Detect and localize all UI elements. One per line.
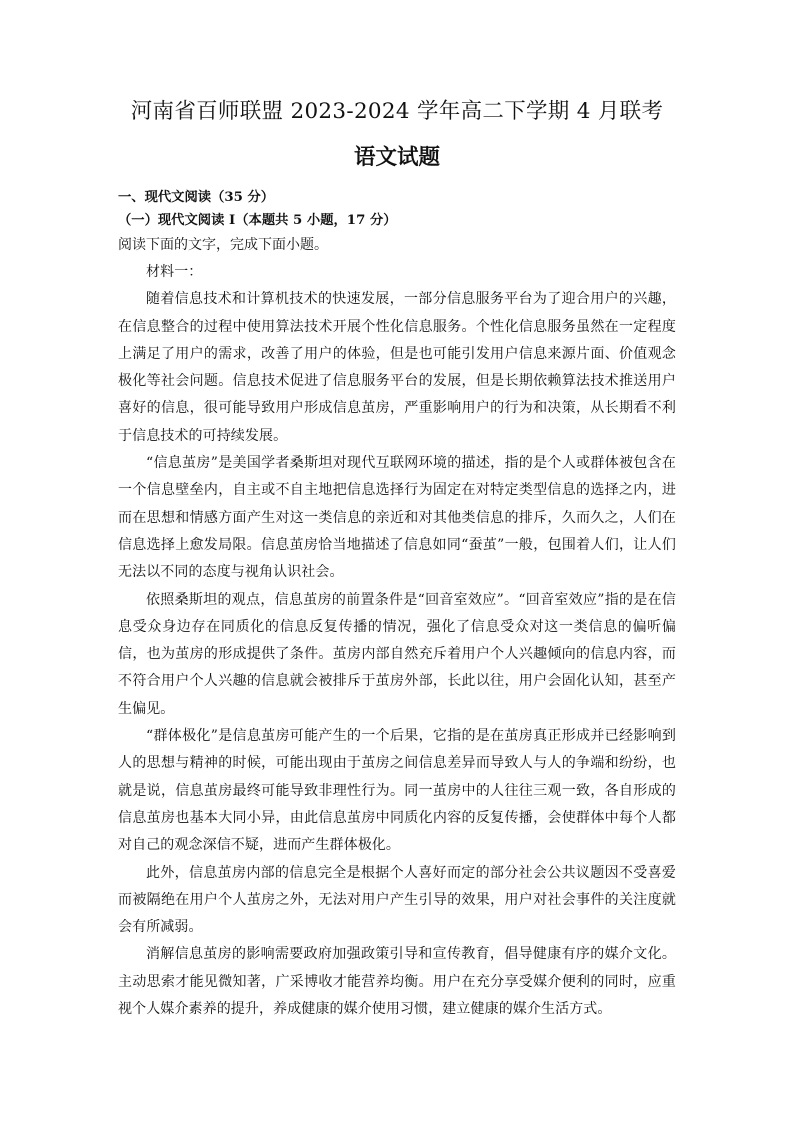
document-title: 河南省百师联盟 2023-2024 学年高二下学期 4 月联考 [130, 99, 664, 124]
material-paragraph: 此外，信息茧房内部的信息完全是根据个人喜好而定的部分社会公共议题因不受喜爱而被隔绝在用户个人茧房之外，无法对用户产生引导的效果，用户对社会事件的关注度就会有所减弱。 [118, 864, 676, 936]
section-heading: 一、现代文阅读（35 分） [118, 190, 275, 205]
material-paragraph: 消解信息茧房的影响需要政府加强政策引导和宣传教育，倡导健康有序的媒介文化。主动思索才能见微知著，广采博收才能营养均衡。用户在充分享受媒介便利的同时，应重视个人媒介素养的提升，养成健康的媒介使用习惯，建立健康的媒介生活方式。 [118, 946, 676, 1018]
material-paragraph: “信息茧房”是美国学者桑斯坦对现代互联网环境的描述，指的是个人或群体被包含在一个信息壁垒内，自主或不自主地把信息选择行为固定在对特定类型信息的选择之内，进而在思想和情感方面产生对这一类信息的亲近和对其他类信息的排斥，久而久之，人们在信息选择上愈发局限。信息茧房恰当地描述了信息如同“蚕茧”一般，包围着人们，让人们无法以不同的态度与视角认识社会。 [118, 455, 676, 581]
material-paragraph: 随着信息技术和计算机技术的快速发展，一部分信息服务平台为了迎合用户的兴趣，在信息整合的过程中使用算法技术开展个性化信息服务。个性化信息服务虽然在一定程度上满足了用户的需求，改善了用户的体验，但是也可能引发用户信息来源片面、价值观念极化等社会问题。信息技术促进了信息服务平台的发展，但是长期依赖算法技术推送用户喜好的信息，很可能导致用户形成信息茧房，严重影响用户的行为和决策，从长期看不利于信息技术的可持续发展。 [118, 291, 676, 444]
section-subheading: （一）现代文阅读 I（本题共 5 小题，17 分） [118, 213, 397, 228]
reading-instruction: 阅读下面的文字，完成下面小题。 [118, 237, 328, 253]
document-subtitle: 语文试题 [353, 145, 440, 170]
material-label: 材料一： [146, 264, 203, 280]
material-paragraph: 依照桑斯坦的观点，信息茧房的前置条件是“回音室效应”。“回音室效应”指的是在信息受众身边存在同质化的信息反复传播的情况，强化了信息受众对这一类信息的偏听偏信，也为茧房的形成提供了条件。茧房内部自然充斥着用户个人兴趣倾向的信息内容，而不符合用户个人兴趣的信息就会被排斥于茧房外部，长此以往，用户会固化认知，甚至产生偏见。 [118, 591, 676, 717]
material-paragraph: “群体极化”是信息茧房可能产生的一个后果，它指的是在茧房真正形成并已经影响到人的思想与精神的时候，可能出现由于茧房之间信息差异而导致人与人的争端和纷纷，也就是说，信息茧房最终可能导致非理性行为。同一茧房中的人往往三观一致，各自形成的信息茧房也基本大同小异，由此信息茧房中同质化内容的反复传播，会使群体中每个人都对自己的观念深信不疑，进而产生群体极化。 [118, 728, 676, 854]
